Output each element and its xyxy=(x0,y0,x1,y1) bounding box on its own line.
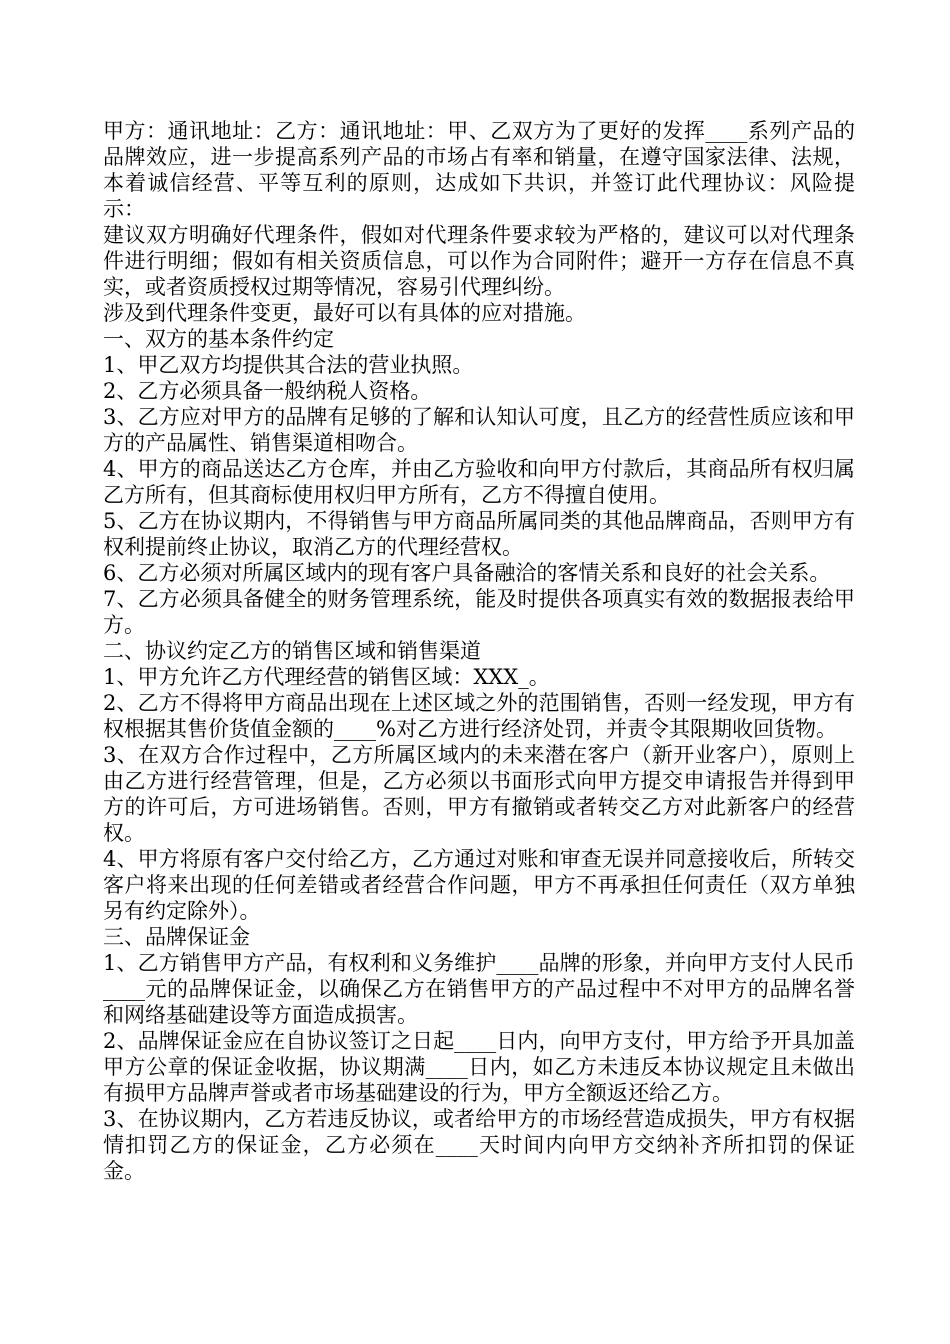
paragraph-intro: 甲方：通讯地址：乙方：通讯地址：甲、乙双方为了更好的发挥____系列产品的品牌效应，进一步提高系列产品的市场占有率和销量，在遵守国家法律、法规，本着诚信经营、平等互利的原则，达成如下共识，并签订此代理协议：风险提示： xyxy=(103,119,855,221)
document-body xyxy=(103,118,855,1184)
clause-3-3: 3、在协议期内，乙方若违反协议，或者给甲方的市场经营造成损失，甲方有权据情扣罚乙方的保证金，乙方必须在____天时间内向甲方交纳补齐所扣罚的保证金。 xyxy=(103,1107,855,1183)
clause-1-2: 2、乙方必须具备一般纳税人资格。 xyxy=(103,379,432,403)
clause-1-5: 5、乙方在协议期内，不得销售与甲方商品所属同类的其他品牌商品，否则甲方有权利提前终止协议，取消乙方的代理经营权。 xyxy=(103,509,855,559)
section-heading-1: 一、双方的基本条件约定 xyxy=(103,327,334,351)
clause-1-4: 4、甲方的商品送达乙方仓库，并由乙方验收和向甲方付款后，其商品所有权归属乙方所有，但其商标使用权归甲方所有，乙方不得擅自使用。 xyxy=(103,457,855,507)
clause-2-3: 3、在双方合作过程中，乙方所属区域内的未来潜在客户（新开业客户），原则上由乙方进行经营管理，但是，乙方必须以书面形式向甲方提交申请报告并得到甲方的许可后，方可进场销售。否则，甲方有撤销或者转交乙方对此新客户的经营权。 xyxy=(103,743,855,845)
clause-2-4: 4、甲方将原有客户交付给乙方，乙方通过对账和审查无误并同意接收后，所转交客户将来出现的任何差错或者经营合作问题，甲方不再承担任何责任（双方单独另有约定除外）。 xyxy=(103,847,855,923)
section-heading-2: 二、协议约定乙方的销售区域和销售渠道 xyxy=(103,639,481,663)
paragraph-risk-advice: 建议双方明确好代理条件，假如对代理条件要求较为严格的，建议可以对代理条件进行明细；假如有相关资质信息，可以作为合同附件；避开一方存在信息不真实，或者资质授权过期等情况，容易引代理纠纷。 xyxy=(103,223,855,299)
section-heading-3: 三、品牌保证金 xyxy=(103,925,250,949)
clause-1-1: 1、甲乙双方均提供其合法的营业执照。 xyxy=(103,353,474,377)
paragraph-risk-measures: 涉及到代理条件变更，最好可以有具体的应对措施。 xyxy=(103,301,586,325)
clause-2-2: 2、乙方不得将甲方商品出现在上述区域之外的范围销售，否则一经发现，甲方有权根据其售价货值金额的____%对乙方进行经济处罚，并责令其限期收回货物。 xyxy=(103,691,855,741)
clause-1-6: 6、乙方必须对所属区域内的现有客户具备融洽的客情关系和良好的社会关系。 xyxy=(103,561,831,585)
clause-2-1: 1、甲方允许乙方代理经营的销售区域：XXX_。 xyxy=(103,665,550,689)
clause-1-7: 7、乙方必须具备健全的财务管理系统，能及时提供各项真实有效的数据报表给甲方。 xyxy=(103,587,855,637)
clause-3-1: 1、乙方销售甲方产品，有权利和义务维护____品牌的形象，并向甲方支付人民币____元的品牌保证金，以确保乙方在销售甲方的产品过程中不对甲方的品牌名誉和网络基础建设等方面造成损害。 xyxy=(103,951,855,1027)
clause-3-2: 2、品牌保证金应在自协议签订之日起____日内，向甲方支付，甲方给予开具加盖甲方公章的保证金收据，协议期满____日内，如乙方未违反本协议规定且未做出有损甲方品牌声誉或者市场基础建设的行为，甲方全额返还给乙方。 xyxy=(103,1029,855,1105)
clause-1-3: 3、乙方应对甲方的品牌有足够的了解和认知认可度，且乙方的经营性质应该和甲方的产品属性、销售渠道相吻合。 xyxy=(103,405,855,455)
